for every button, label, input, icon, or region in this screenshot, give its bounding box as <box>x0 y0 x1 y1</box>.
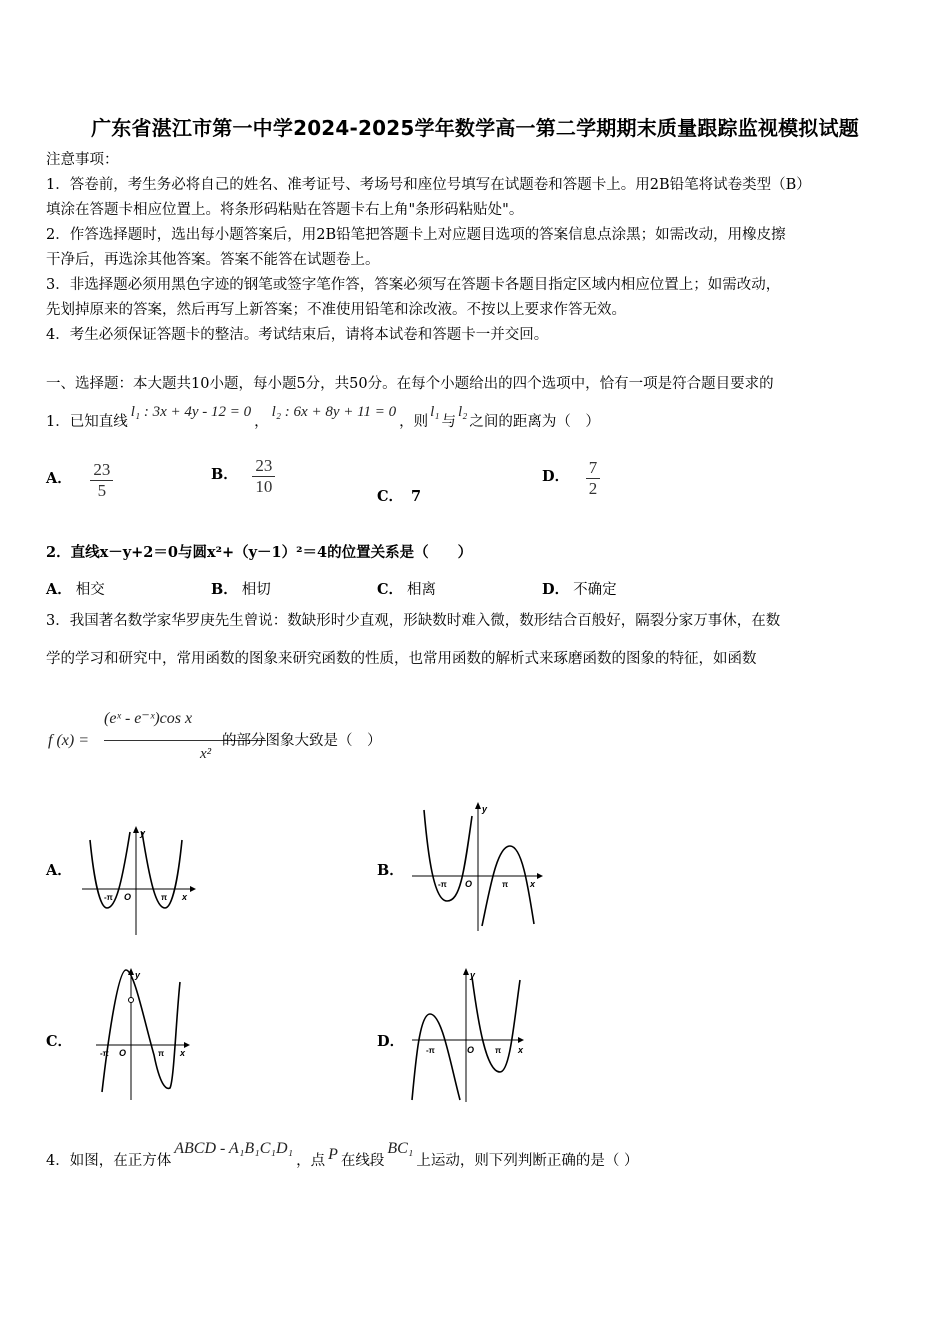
question-1-stem <box>46 404 600 435</box>
q1-line1-equation: l₁ : 3x + 4y - 12 = 0 <box>130 404 252 420</box>
q3-graph-b <box>402 796 552 936</box>
notice-heading: 注意事项： <box>46 152 119 168</box>
q1-l1: l₁ <box>430 404 440 420</box>
graph-b-neg-pi-label: -π <box>438 880 447 889</box>
graph-a-y-arrow <box>133 826 139 833</box>
q3-option-c[interactable] <box>46 1030 72 1051</box>
q2-option-b-text: 相切 <box>241 582 271 598</box>
q3-function-formula <box>48 706 468 768</box>
q2-option-c-label: C． <box>377 581 404 598</box>
graph-d-pi-label: π <box>495 1046 502 1055</box>
q3-option-a-label: A． <box>46 862 72 879</box>
graph-c-hollow-point <box>129 998 134 1003</box>
q3-option-d-label: D． <box>377 1033 405 1050</box>
section-heading: 一、选择题：本大题共10小题，每小题5分，共50分。在每个小题给出的四个选项中，恰有一项是符合题目要求的 <box>46 376 774 392</box>
q3-option-b[interactable] <box>377 859 404 880</box>
q1-prefix: 1．已知直线 <box>46 414 128 430</box>
q2-option-a-label: A． <box>46 581 72 598</box>
q1-suffix: 之间的距离为（ ） <box>469 414 600 430</box>
q2-option-b[interactable] <box>211 578 271 599</box>
notice-item-3-line-1: 3．非选择题必须用黑色字迹的钢笔或签字笔作答，答案必须写在答题卡各题目指定区域内相应位置上；如需改动， <box>46 277 781 293</box>
graph-a-x-label: x <box>182 892 188 902</box>
q1-comma: ， <box>254 414 269 430</box>
q4-prefix: 4．如图，在正方体 <box>46 1153 172 1169</box>
q1-option-b-fraction <box>252 456 275 497</box>
q3-graph-c <box>88 960 198 1105</box>
q3-suffix: 的部分图象大致是（ ） <box>222 733 382 749</box>
q2-option-c[interactable] <box>377 578 436 599</box>
notice-item-4: 4．考生必须保证答题卡的整洁。考试结束后，请将本试卷和答题卡一并交回。 <box>46 327 549 343</box>
q2-option-d[interactable] <box>542 578 617 599</box>
q1-option-a-numerator: 23 <box>93 460 111 479</box>
q2-option-b-label: B． <box>211 581 238 598</box>
graph-d-y-label: y <box>470 970 476 980</box>
graph-b-x-label: x <box>530 879 536 889</box>
q1-and: 与 <box>441 414 457 430</box>
q1-option-a-fraction <box>90 460 113 501</box>
q3-graph-d <box>404 962 534 1107</box>
q3-denominator: x² <box>200 746 212 762</box>
graph-a-x-arrow <box>190 886 196 892</box>
q1-option-d-numerator: 7 <box>588 458 598 477</box>
q4-mid: ，点 <box>296 1153 326 1169</box>
graph-c-y-label: y <box>135 970 141 980</box>
notice-item-2-line-2: 干净后，再选涂其他答案。答案不能答在试题卷上。 <box>46 252 380 268</box>
q3-numerator: (eˣ - e⁻ˣ)cos x <box>104 710 193 727</box>
q1-line2-equation: l₂ : 6x + 8y + 11 = 0 <box>271 404 397 420</box>
q2-option-a-text: 相交 <box>75 582 105 598</box>
notice-item-2-line-1: 2．作答选择题时，选出每小题答案后，用2B铅笔把答题卡上对应题目选项的答案信息点涂黑；如需改动，用橡皮擦 <box>46 227 786 243</box>
q1-option-a-denominator: 5 <box>90 480 113 501</box>
q1-option-d-denominator: 2 <box>586 478 601 499</box>
q1-option-c-value: 7 <box>411 488 422 505</box>
q4-mid2: 在线段 <box>340 1153 385 1169</box>
q1-option-b-numerator: 23 <box>255 456 273 475</box>
q1-option-d-fraction <box>586 458 601 499</box>
q1-option-c[interactable] <box>377 485 421 506</box>
question-2-stem: 2．直线x－y+2＝0与圆x²+（y－1）²＝4的位置关系是（ ） <box>46 544 473 561</box>
graph-c-neg-pi-label: -π <box>100 1049 109 1058</box>
graph-d-x-arrow <box>518 1037 524 1043</box>
q3-fx: f (x) = <box>48 732 89 749</box>
q4-cube: ABCD - A₁B₁C₁D₁ <box>174 1140 294 1157</box>
graph-d-x-label: x <box>518 1045 524 1055</box>
notice-item-3-line-2: 先划掉原来的答案，然后再写上新答案；不准使用铅笔和涂改液。不按以上要求作答无效。 <box>46 302 626 318</box>
notice-item-1-line-1: 1．答卷前，考生务必将自己的姓名、准考证号、考场号和座位号填写在试题卷和答题卡上。用2B铅笔将试卷类型（B） <box>46 177 811 193</box>
q1-l2: l₂ <box>458 404 468 420</box>
q1-option-c-label: C． <box>377 488 404 505</box>
q2-option-c-text: 相离 <box>407 582 437 598</box>
graph-b-x-arrow <box>537 873 543 879</box>
graph-c-x-label: x <box>180 1048 186 1058</box>
graph-c-pi-label: π <box>158 1049 165 1058</box>
q3-option-b-label: B． <box>377 862 404 879</box>
graph-d-y-arrow <box>463 968 469 975</box>
page-title: 广东省湛江市第一中学2024-2025学年数学高一第二学期期末质量跟踪监视模拟试题 <box>91 116 859 140</box>
graph-c-curve <box>102 970 180 1092</box>
graph-d-origin-label: O <box>467 1045 475 1055</box>
graph-d-curve-right <box>472 977 520 1072</box>
graph-a-origin-label: O <box>124 892 132 902</box>
question-3-line-2: 学的学习和研究中，常用函数的图象来研究函数的性质，也常用函数的解析式来琢磨函数的图象的特征，如函数 <box>46 651 757 667</box>
q1-option-b[interactable] <box>211 456 275 497</box>
q3-option-c-label: C． <box>46 1033 73 1050</box>
q4-segment: BC₁ <box>387 1140 414 1157</box>
q1-option-a[interactable] <box>46 460 113 501</box>
question-3-line-1: 3．我国著名数学家华罗庚先生曾说：数缺形时少直观，形缺数时难入微，数形结合百般好，隔裂分家万事休，在数 <box>46 613 781 629</box>
q3-graph-a <box>72 820 202 940</box>
graph-a-y-label: y <box>140 828 146 838</box>
graph-d-curve-left <box>412 1014 460 1100</box>
graph-b-pi-label: π <box>502 880 509 889</box>
q4-point-p: P <box>328 1146 338 1163</box>
q2-option-d-label: D． <box>542 581 570 598</box>
notice-item-1-line-2: 填涂在答题卡相应位置上。将条形码粘贴在答题卡右上角"条形码粘贴处"。 <box>46 202 524 218</box>
q4-suffix: 上运动，则下列判断正确的是（ ） <box>416 1153 639 1169</box>
graph-a-neg-pi-label: -π <box>104 893 113 902</box>
q3-option-d[interactable] <box>377 1030 404 1051</box>
q1-option-b-denominator: 10 <box>252 476 275 497</box>
graph-d-neg-pi-label: -π <box>426 1046 435 1055</box>
q1-option-a-label: A． <box>46 469 72 487</box>
question-4-stem <box>46 1140 639 1174</box>
graph-c-origin-label: O <box>119 1048 127 1058</box>
q1-option-b-label: B． <box>211 465 238 483</box>
q1-mid: ，则 <box>399 414 429 430</box>
q1-option-d-label: D． <box>542 467 570 485</box>
graph-b-y-arrow <box>475 802 481 809</box>
graph-b-y-label: y <box>482 804 488 814</box>
q2-option-d-text: 不确定 <box>573 582 617 598</box>
graph-a-pi-label: π <box>161 893 168 902</box>
q3-option-a[interactable] <box>46 859 72 880</box>
q1-option-d[interactable] <box>542 458 600 499</box>
q2-option-a[interactable] <box>46 578 105 599</box>
graph-b-origin-label: O <box>465 879 473 889</box>
